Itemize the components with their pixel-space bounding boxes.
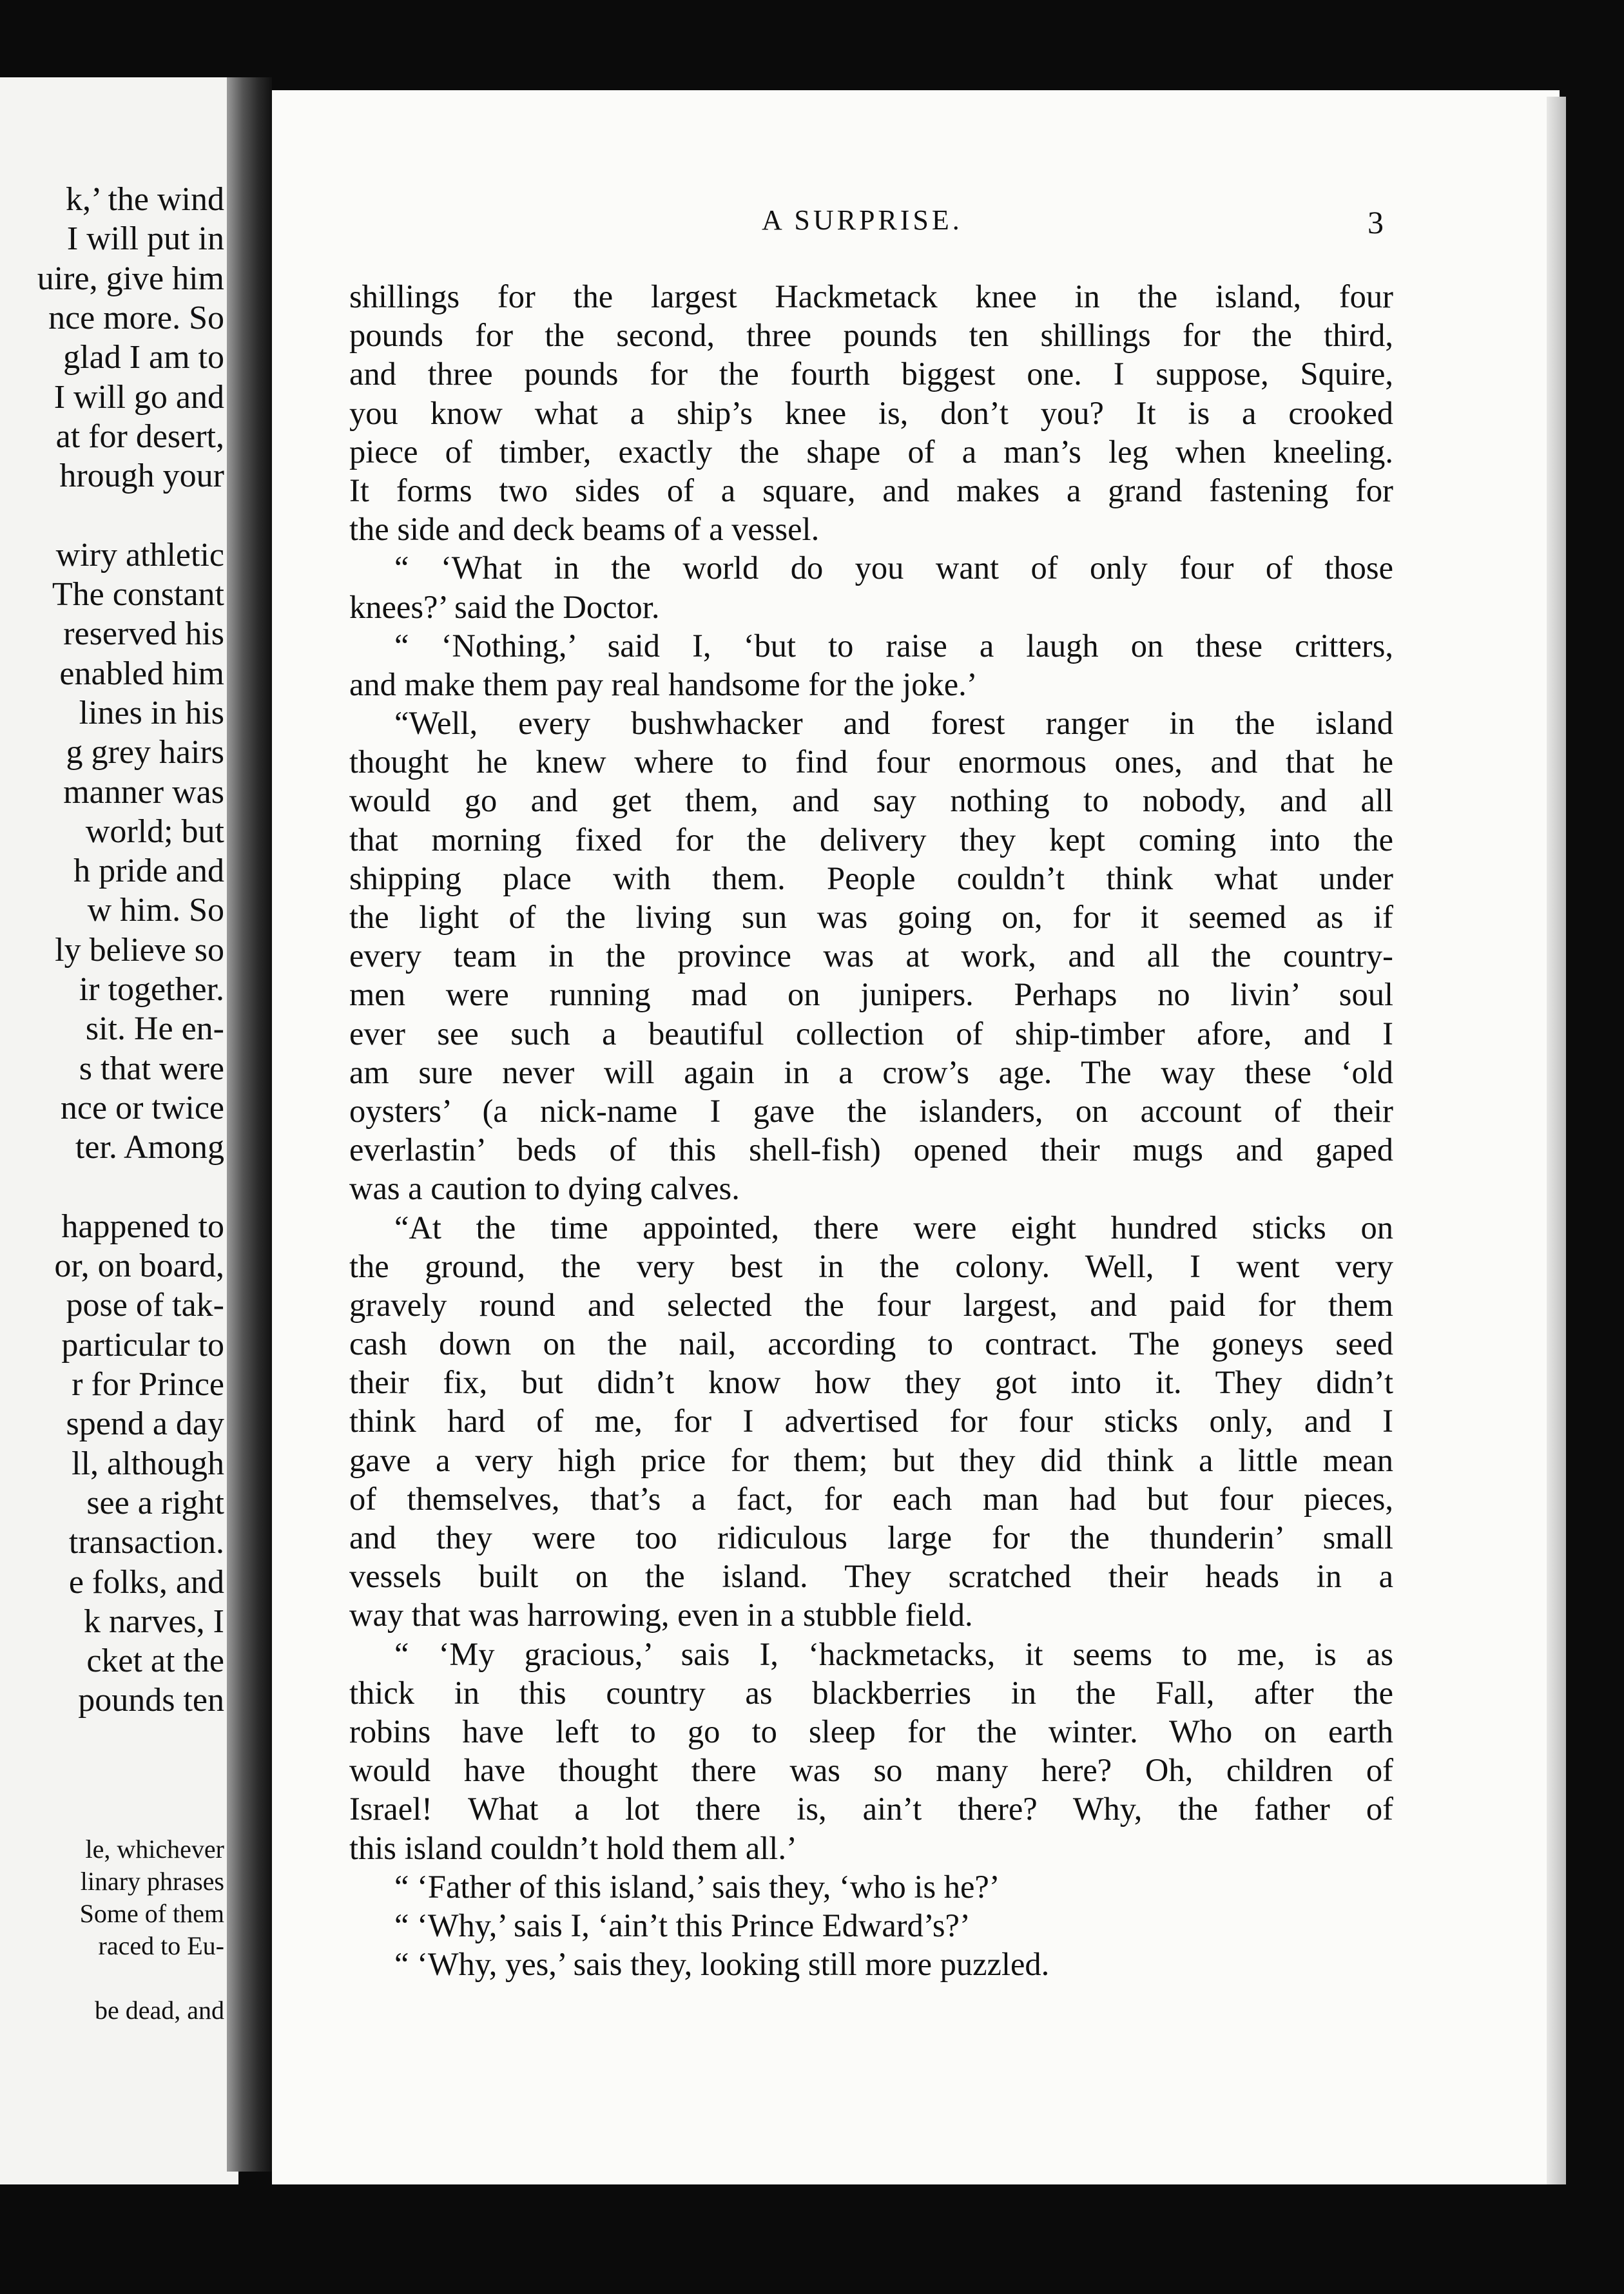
paragraph [349, 1208, 1393, 1635]
text-line: thought he knew where to find four enormous ones, and that he [349, 744, 1393, 780]
text-line: men were running mad on junipers. Perhaps no livin’ soul [349, 976, 1393, 1013]
left-page-line: g grey hairs [66, 734, 224, 771]
text-line: the side and deck beams of a vessel. [349, 511, 820, 548]
text-line: It forms two sides of a square, and makes a grand fastening for [349, 472, 1393, 508]
left-page-line: hrough your [59, 458, 224, 495]
paragraph [349, 277, 1393, 548]
left-page-footnote-line: raced to Eu- [98, 1931, 224, 1960]
text-line: way that was harrowing, even in a stubble field. [349, 1597, 973, 1634]
page-edge [1547, 97, 1566, 2184]
left-page-line: s that were [79, 1050, 224, 1087]
text-line: was a caution to dying calves. [349, 1170, 740, 1207]
paragraph [349, 1945, 1393, 1983]
left-page-footnote-line: linary phrases [80, 1867, 224, 1896]
text-line: every team in the province was at work, and all the country- [349, 938, 1393, 974]
text-line: oysters’ (a nick-name I gave the islanders, on account of their [349, 1092, 1393, 1129]
text-line: pounds for the second, three pounds ten shillings for the third, [349, 317, 1393, 354]
left-page-line: at for desert, [55, 418, 224, 455]
left-page-line: world; but [85, 813, 224, 850]
text-line: “ ‘Why, yes,’ sais they, looking still more puzzled. [394, 1946, 1050, 1983]
left-page-line: transaction. [68, 1524, 224, 1561]
left-page-line: nce more. So [48, 299, 224, 336]
text-line: vessels built on the island. They scratched their heads in a [349, 1558, 1393, 1595]
left-page [0, 77, 238, 2184]
left-page-line: k narves, I [83, 1603, 224, 1640]
left-page-line: spend a day [66, 1405, 224, 1443]
text-line: “ ‘My gracious,’ sais I, ‘hackmetacks, it seems to me, is as [394, 1635, 1393, 1672]
text-line: shillings for the largest Hackmetack knee in the island, four [349, 278, 1393, 314]
paragraph [349, 704, 1393, 1208]
text-line: “ ‘What in the world do you want of only four of those [394, 550, 1393, 586]
text-line: piece of timber, exactly the shape of a man’s leg when kneeling. [349, 433, 1393, 470]
text-line: shipping place with them. People couldn’t think what under [349, 860, 1393, 896]
page-number: 3 [1368, 204, 1384, 240]
paragraph [349, 626, 1393, 704]
left-page-line: ter. Among [75, 1129, 224, 1166]
left-page-line: wiry athletic [55, 536, 224, 574]
text-line: ever see such a beautiful collection of ship-timber afore, and I [349, 1015, 1393, 1052]
text-line: this island couldn’t hold them all.’ [349, 1829, 797, 1866]
left-page-line: manner was [63, 773, 224, 811]
left-page-line: e folks, and [68, 1563, 224, 1601]
paragraph [349, 1906, 1393, 1945]
left-page-line: ir together. [79, 971, 224, 1008]
text-line: gave a very high price for them; but they did think a little mean [349, 1441, 1393, 1478]
right-page [272, 90, 1560, 2184]
body-text [349, 277, 1393, 1983]
left-page-footnote-line: Some of them [79, 1899, 224, 1928]
left-page-line: h pride and [73, 853, 224, 890]
running-head: A SURPRISE. [762, 204, 963, 236]
left-page-line: ly believe so [55, 931, 224, 969]
text-line: would have thought there was so many here? Oh, children of [349, 1752, 1393, 1789]
left-page-line: lines in his [79, 694, 224, 731]
text-line: you know what a ship’s knee is, don’t you? It is a crooked [349, 394, 1393, 431]
text-line: and they were too ridiculous large for the thunderin’ small [349, 1519, 1393, 1556]
text-line: their fix, but didn’t know how they got into it. They didn’t [349, 1364, 1393, 1401]
text-line: cash down on the nail, according to contract. The goneys seed [349, 1325, 1393, 1362]
left-page-line: enabled him [59, 655, 224, 692]
left-page-line: pounds ten [78, 1682, 224, 1719]
text-line: think hard of me, for I advertised for four sticks only, and I [349, 1403, 1393, 1440]
paragraph [349, 1867, 1393, 1906]
text-line: “ ‘Why,’ sais I, ‘ain’t this Prince Edward’s?’ [394, 1907, 971, 1943]
left-page-line: sit. He en- [85, 1010, 224, 1048]
text-line: knees?’ said the Doctor. [349, 588, 660, 625]
paragraph [349, 548, 1393, 626]
left-page-line: ll, although [72, 1445, 224, 1482]
text-line: would go and get them, and say nothing to nobody, and all [349, 782, 1393, 819]
left-page-line: w him. So [87, 892, 224, 929]
text-line: am sure never will again in a crow’s age. The way these ‘old [349, 1054, 1393, 1090]
left-page-line: I will put in [66, 220, 224, 258]
left-page-line: pose of tak- [66, 1287, 224, 1324]
left-page-line: I will go and [53, 378, 224, 416]
left-page-line: k,’ the wind [66, 181, 224, 218]
book-gutter [227, 77, 272, 2172]
left-page-line: glad I am to [63, 339, 224, 376]
left-page-line: r for Prince [72, 1366, 224, 1403]
text-line: “ ‘Nothing,’ said I, ‘but to raise a laugh on these critters, [394, 627, 1393, 664]
left-page-line: see a right [86, 1484, 224, 1521]
left-page-line: particular to [61, 1326, 224, 1364]
text-line: thick in this country as blackberries in the Fall, after the [349, 1674, 1393, 1711]
text-line: gravely round and selected the four largest, and paid for them [349, 1286, 1393, 1323]
text-line: everlastin’ beds of this shell-fish) opened their mugs and gaped [349, 1132, 1393, 1168]
left-page-line: uire, give him [37, 260, 224, 297]
paragraph [349, 1635, 1393, 1867]
text-line: “At the time appointed, there were eight hundred sticks on [394, 1209, 1393, 1246]
text-line: robins have left to go to sleep for the winter. Who on earth [349, 1713, 1393, 1749]
left-page-line: or, on board, [54, 1248, 224, 1285]
left-page-line: reserved his [63, 615, 224, 653]
text-line: “Well, every bushwhacker and forest ranger in the island [394, 705, 1393, 742]
left-page-line: The constant [52, 576, 224, 613]
left-page-footnote-line: le, whichever [85, 1835, 224, 1864]
text-line: the ground, the very best in the colony. Well, I went very [349, 1248, 1393, 1284]
text-line: and make them pay real handsome for the joke.’ [349, 666, 978, 702]
left-page-line: happened to [61, 1208, 224, 1245]
text-line: and three pounds for the fourth biggest one. I suppose, Squire, [349, 356, 1393, 392]
text-line: that morning fixed for the delivery they kept coming into the [349, 821, 1393, 858]
text-line: “ ‘Father of this island,’ sais they, ‘who is he?’ [394, 1868, 1000, 1905]
text-line: of themselves, that’s a fact, for each man had but four pieces, [349, 1480, 1393, 1517]
text-line: the light of the living sun was going on, for it seemed as if [349, 899, 1393, 935]
left-page-footnote-line: be dead, and [94, 1996, 224, 2025]
left-page-line: cket at the [86, 1643, 224, 1680]
text-line: Israel! What a lot there is, ain’t there? Why, the father of [349, 1791, 1393, 1827]
left-page-line: nce or twice [60, 1089, 224, 1126]
